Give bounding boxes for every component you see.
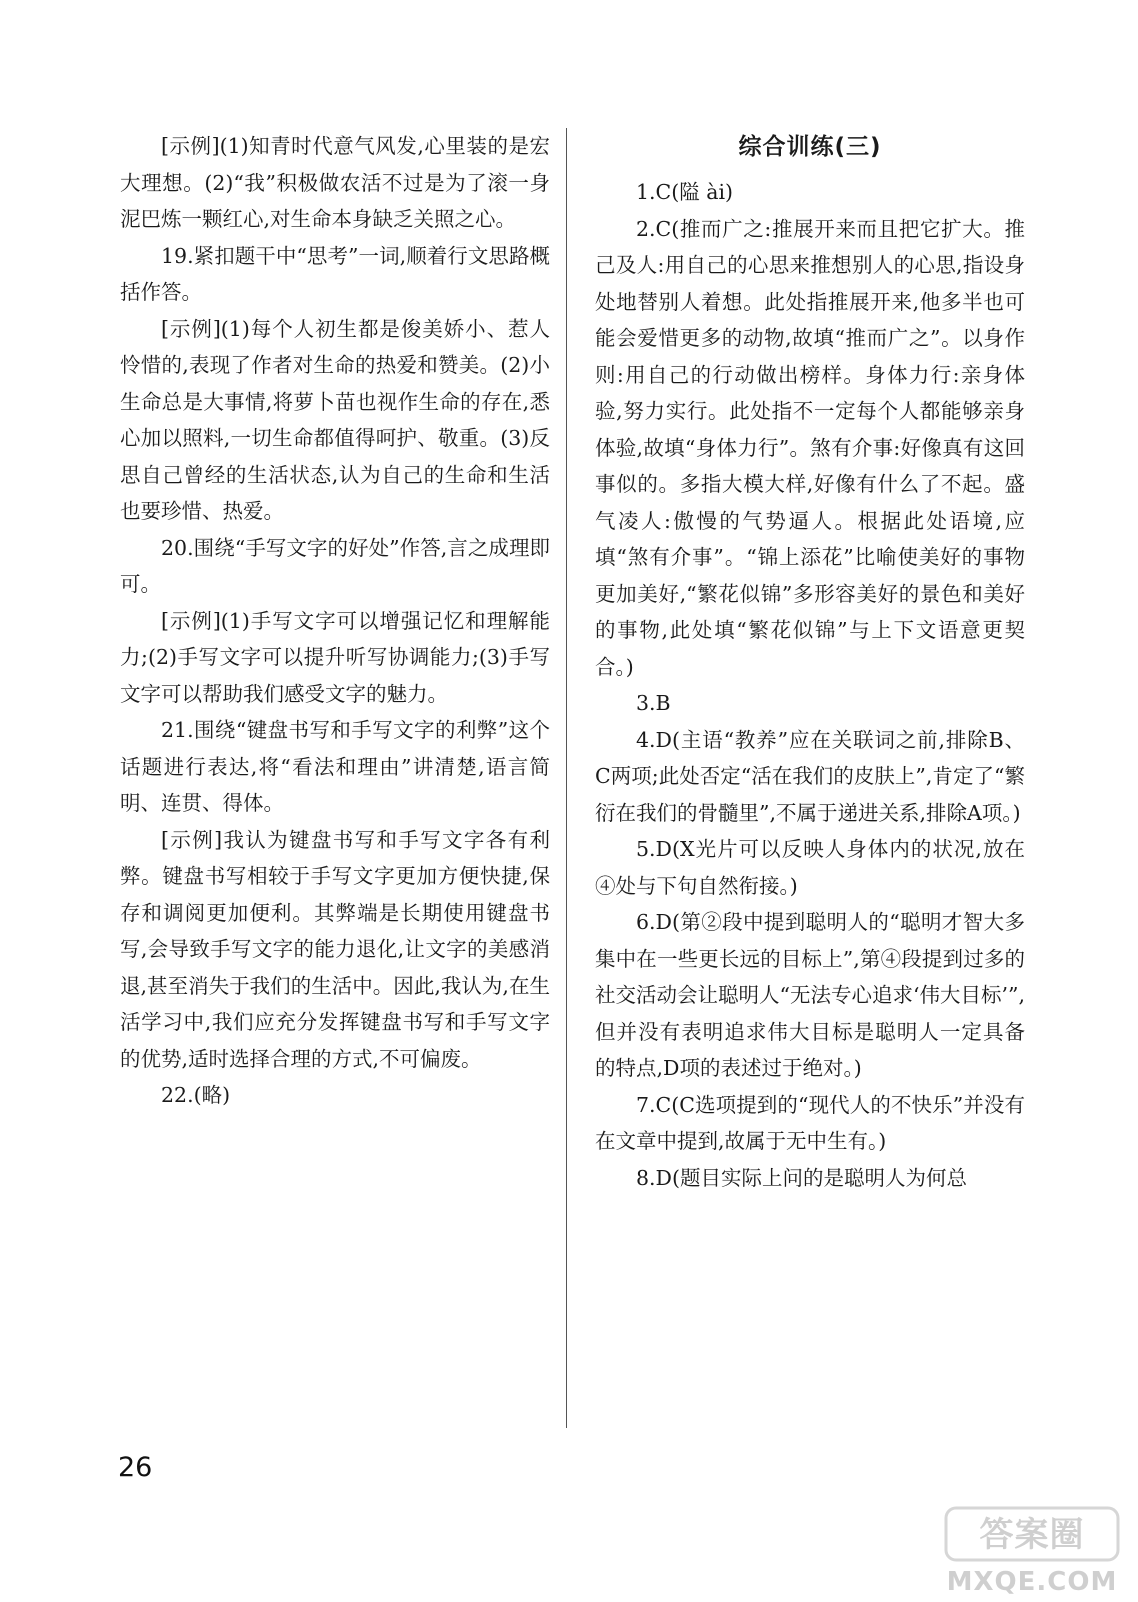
paragraph: 8.D(题目实际上问的是聪明人为何总 — [636, 1165, 967, 1190]
paragraph: 7.C(C选项提到的“现代人的不快乐”并没有在文章中提到,故属于无中生有。) — [595, 1092, 1025, 1153]
paragraph: 4.D(主语“教养”应在关联词之前,排除B、C两项;此处否定“活在我们的皮肤上”,肯定了“繁衍在我们的骨髓里”,不属于递进关系,排除A项。) — [595, 727, 1025, 825]
watermark-line2: MXQE.COM — [946, 1567, 1118, 1597]
paragraph: 5.D(X光片可以反映人身体内的状况,放在④处与下句自然衔接。) — [595, 837, 1025, 898]
paragraph: 19.紧扣题干中“思考”一词,顺着行文思路概括作答。 — [120, 243, 550, 304]
watermark-icon — [942, 1502, 1122, 1598]
paragraph: 21.围绕“键盘书写和手写文字的利弊”这个话题进行表达,将“看法和理由”讲清楚,语言简明、连贯、得体。 — [120, 718, 550, 815]
section-title: 综合训练(三) — [738, 134, 882, 160]
watermark-line1: 答案圈 — [979, 1515, 1085, 1555]
paragraph: 1.C(隘 ài) — [636, 180, 734, 204]
right-column — [595, 128, 1025, 1196]
left-column — [120, 128, 550, 1114]
watermark-logo — [942, 1502, 1122, 1598]
paragraph: 2.C(推而广之:推展开来而且把它扩大。推己及人:用自己的心思来推想别人的心思,指设身处地替别人着想。此处指推展开来,他多半也可能会爱惜更多的动物,故填“推而广之”。以身作则:用自己的行动做出榜样。身体力行:亲身体验,努力实行。此处指不一定每个人都能够亲身体验,故填“身体力行”。煞有介事:好像真有这回事似的。多指大模大样,好像有什么了不起。盛气凌人:傲慢的气势逼人。根据此处语境,应填“煞有介事”。“锦上添花”比喻使美好的事物更加美好,“繁花似锦”多形容美好的景色和美好的事物,此处填“繁花似锦”与上下文语意更契合。) — [595, 216, 1025, 679]
paragraph: [示例](1)手写文字可以增强记忆和理解能力;(2)手写文字可以提升听写协调能力;(3)手写文字可以帮助我们感受文字的魅力。 — [120, 608, 550, 706]
paragraph: [示例](1)知青时代意气风发,心里装的是宏大理想。(2)“我”积极做农活不过是为了滚一身泥巴炼一颗红心,对生命本身缺乏关照之心。 — [120, 134, 550, 231]
paragraph: 3.B — [636, 691, 671, 715]
column-divider — [566, 128, 567, 1428]
paragraph: [示例]我认为键盘书写和手写文字各有利弊。键盘书写相较于手写文字更加方便快捷,保存和调阅更加便利。其弊端是长期使用键盘书写,会导致手写文字的能力退化,让文字的美感消退,甚至消失于我们的生活中。因此,我认为,在生活学习中,我们应充分发挥键盘书写和手写文字的优势,适时选择合理的方式,不可偏废。 — [120, 827, 550, 1071]
paragraph: 22.(略) — [161, 1083, 231, 1107]
paragraph: [示例](1)每个人初生都是俊美娇小、惹人怜惜的,表现了作者对生命的热爱和赞美。(2)小生命总是大事情,将萝卜苗也视作生命的存在,悉心加以照料,一切生命都值得呵护、敬重。(3)反思自己曾经的生活状态,认为自己的生命和生活也要珍惜、热爱。 — [120, 316, 550, 523]
paragraph: 20.围绕“手写文字的好处”作答,言之成理即可。 — [120, 535, 550, 596]
page-number: 26 — [118, 1452, 153, 1483]
paragraph: 6.D(第②段中提到聪明人的“聪明才智大多集中在一些更长远的目标上”,第④段提到过多的社交活动会让聪明人“无法专心追求‘伟大目标’”,但并没有表明追求伟大目标是聪明人一定具备的特点,D项的表述过于绝对。) — [595, 910, 1026, 1080]
